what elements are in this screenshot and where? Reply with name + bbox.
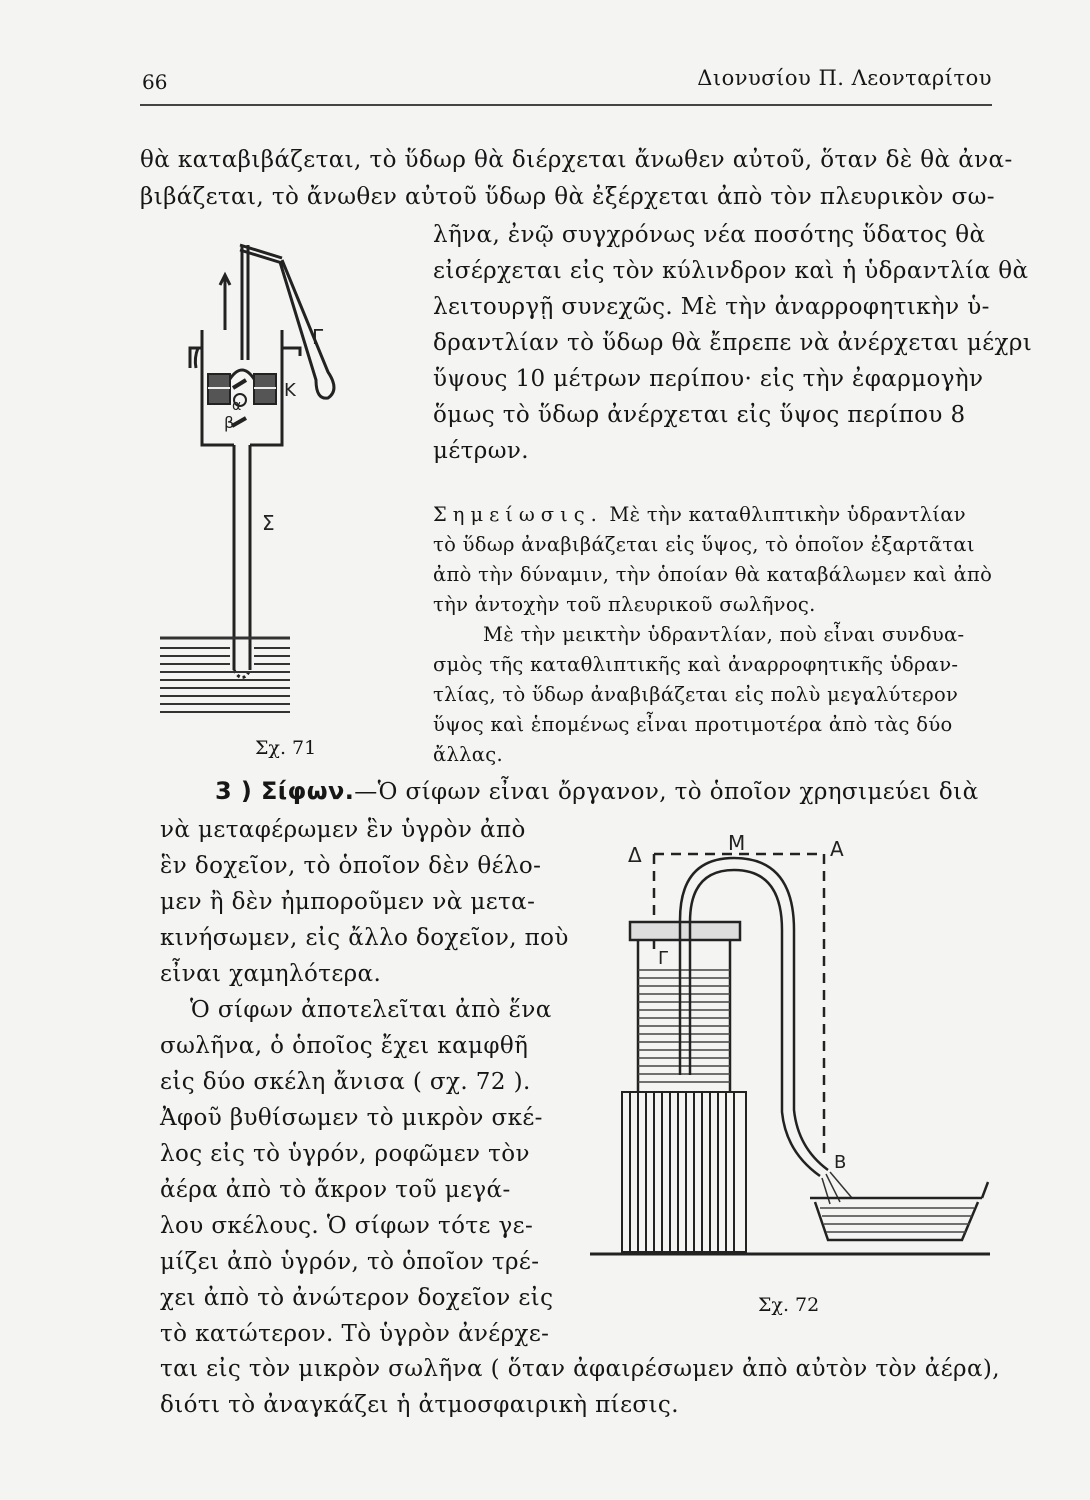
final-line-2: διότι τὸ ἀναγκάζει ἡ ἀτμοσφαιρικὴ πίεσις. [160,1392,679,1418]
upper-liquid [638,970,730,1082]
figure-72-siphon [590,830,1000,1265]
figure-71-pump [150,230,430,720]
siphon-line-7: σωλῆνα, ὁ ὁποῖος ἔχει καμφθῆ [160,1033,529,1059]
section3-first-line [215,774,979,809]
siphon-line-14: χει ἀπὸ τὸ ἀνώτερον δοχεῖον εἰς [160,1285,554,1311]
siphon-line-11: ἀέρα ἀπὸ τὸ ἄκρον τοῦ μεγά- [160,1177,511,1203]
note-para2-line-4: ὕψος καὶ ἑπομένως εἶναι προτιμοτέρα ἀπὸ τὰς δύο [433,713,953,736]
note-line-2: τὸ ὕδωρ ἀναβιβάζεται εἰς ὕψος, τὸ ὁποῖον ἐξαρτᾶται [433,533,975,556]
water-surface [160,638,290,712]
note-label: Σημείωσις. [433,503,603,526]
body-line-8: ὅμως τὸ ὕδωρ ἀνέρχεται εἰς ὕψος περίπου 8 [433,402,966,428]
section3-first-line-rest: —Ὁ σίφων εἶναι ὄργανον, τὸ ὁποῖον χρησιμεύει διὰ [354,779,979,805]
page-number: 66 [142,70,168,94]
label-delta: Δ [628,843,642,867]
body-line-4: εἰσέρχεται εἰς τὸν κύλινδρον καὶ ἡ ὑδραντλία θὰ [433,258,1029,284]
siphon-line-1: νὰ μεταφέρωμεν ἓν ὑγρὸν ἀπὸ [160,817,526,843]
suction-pipe [234,445,250,678]
siphon-line-12: λου σκέλους. Ὁ σίφων τότε γε- [160,1213,534,1239]
note-para2-line-1: Μὲ τὴν μεικτὴν ὑδραντλίαν, ποὺ εἶναι συνδυα- [483,623,965,646]
running-title: Διονυσίου Π. Λεονταρίτου [697,66,992,90]
note-line-1 [433,500,966,530]
pedestal [622,1092,746,1252]
body-line-5: λειτουργῇ συνεχῶς. Μὲ τὴν ἀναρροφητικὴν ὑ- [433,294,990,320]
body-line-3: λῆνα, ἐνῷ συγχρόνως νέα ποσότης ὕδατος θὰ [433,222,986,248]
label-alpha: α [232,398,242,414]
figure-72-caption: Σχ. 72 [758,1294,820,1316]
lower-liquid [820,1208,974,1232]
label-sigma: Σ [262,511,275,535]
label-kappa: Κ [284,380,296,401]
body-line-1: θὰ καταβιβάζεται, τὸ ὕδωρ θὰ διέρχεται ἄνωθεν αὐτοῦ, ὅταν δὲ θὰ ἀνα- [140,147,1013,173]
note-line-4: τὴν ἀντοχὴν τοῦ πλευρικοῦ σωλῆνος. [433,593,816,616]
piston-rod [220,245,248,360]
body-line-2: βιβάζεται, τὸ ἄνωθεν αὐτοῦ ὕδωρ θὰ ἐξέρχεται ἀπὸ τὸν πλευρικὸν σω- [140,184,995,210]
label-gamma: Γ [312,325,324,349]
siphon-line-4: κινήσωμεν, εἰς ἄλλο δοχεῖον, ποὺ [160,925,569,951]
siphon-line-8: εἰς δύο σκέλη ἄνισα ( σχ. 72 ). [160,1069,531,1095]
siphon-line-6: Ὁ σίφων ἀποτελεῖται ἀπὸ ἕνα [190,997,552,1023]
note-line-3: ἀπὸ τὴν δύναμιν, τὴν ὁποίαν θὰ καταβάλωμεν καὶ ἀπὸ [433,563,993,586]
label-alpha: Α [830,837,844,861]
siphon-line-9: Ἀφοῦ βυθίσωμεν τὸ μικρὸν σκέ- [160,1105,543,1131]
note-para2-line-2: σμὸς τῆς καταθλιπτικῆς καὶ ἀναρροφητικῆς ὑδραν- [433,653,959,676]
siphon-line-5: εἶναι χαμηλότερα. [160,961,382,987]
siphon-line-2: ἓν δοχεῖον, τὸ ὁποῖον δὲν θέλο- [160,853,542,879]
body-line-6: δραντλίαν τὸ ὕδωρ θὰ ἔπρεπε νὰ ἀνέρχεται μέχρι [433,330,1033,356]
final-line-1: ται εἰς τὸν μικρὸν σωλῆνα ( ὅταν ἀφαιρέσωμεν ἀπὸ αὐτὸν τὸν ἀέρα), [160,1356,1000,1382]
body-line-7: ὕψους 10 μέτρων περίπου· εἰς τὴν ἐφαρμογὴν [433,366,984,392]
note-para2-line-5: ἄλλας. [433,743,503,766]
body-line-9: μέτρων. [433,438,529,464]
label-gamma: Γ [658,948,669,969]
siphon-line-13: μίζει ἀπὸ ὑγρόν, τὸ ὁποῖον τρέ- [160,1249,540,1275]
label-beta: β [224,413,235,432]
header-rule [140,104,992,106]
section3-heading: 3 ) Σίφων. [215,777,355,805]
siphon-line-15: τὸ κατώτερον. Τὸ ὑγρὸν ἀνέρχε- [160,1321,550,1347]
siphon-line-3: μεν ἢ δὲν ἠμποροῦμεν νὰ μετα- [160,889,536,915]
label-beta: Β [834,1152,847,1173]
label-mu: Μ [728,831,746,855]
figure-71-caption: Σχ. 71 [255,737,317,759]
note-para2-line-3: τλίας, τὸ ὕδωρ ἀναβιβάζεται εἰς πολὺ μεγαλύτερον [433,683,959,706]
siphon-line-10: λος εἰς τὸ ὑγρόν, ροφῶμεν τὸν [160,1141,530,1167]
note-line-1-rest: Μὲ τὴν καταθλιπτικὴν ὑδραντλίαν [609,503,966,526]
